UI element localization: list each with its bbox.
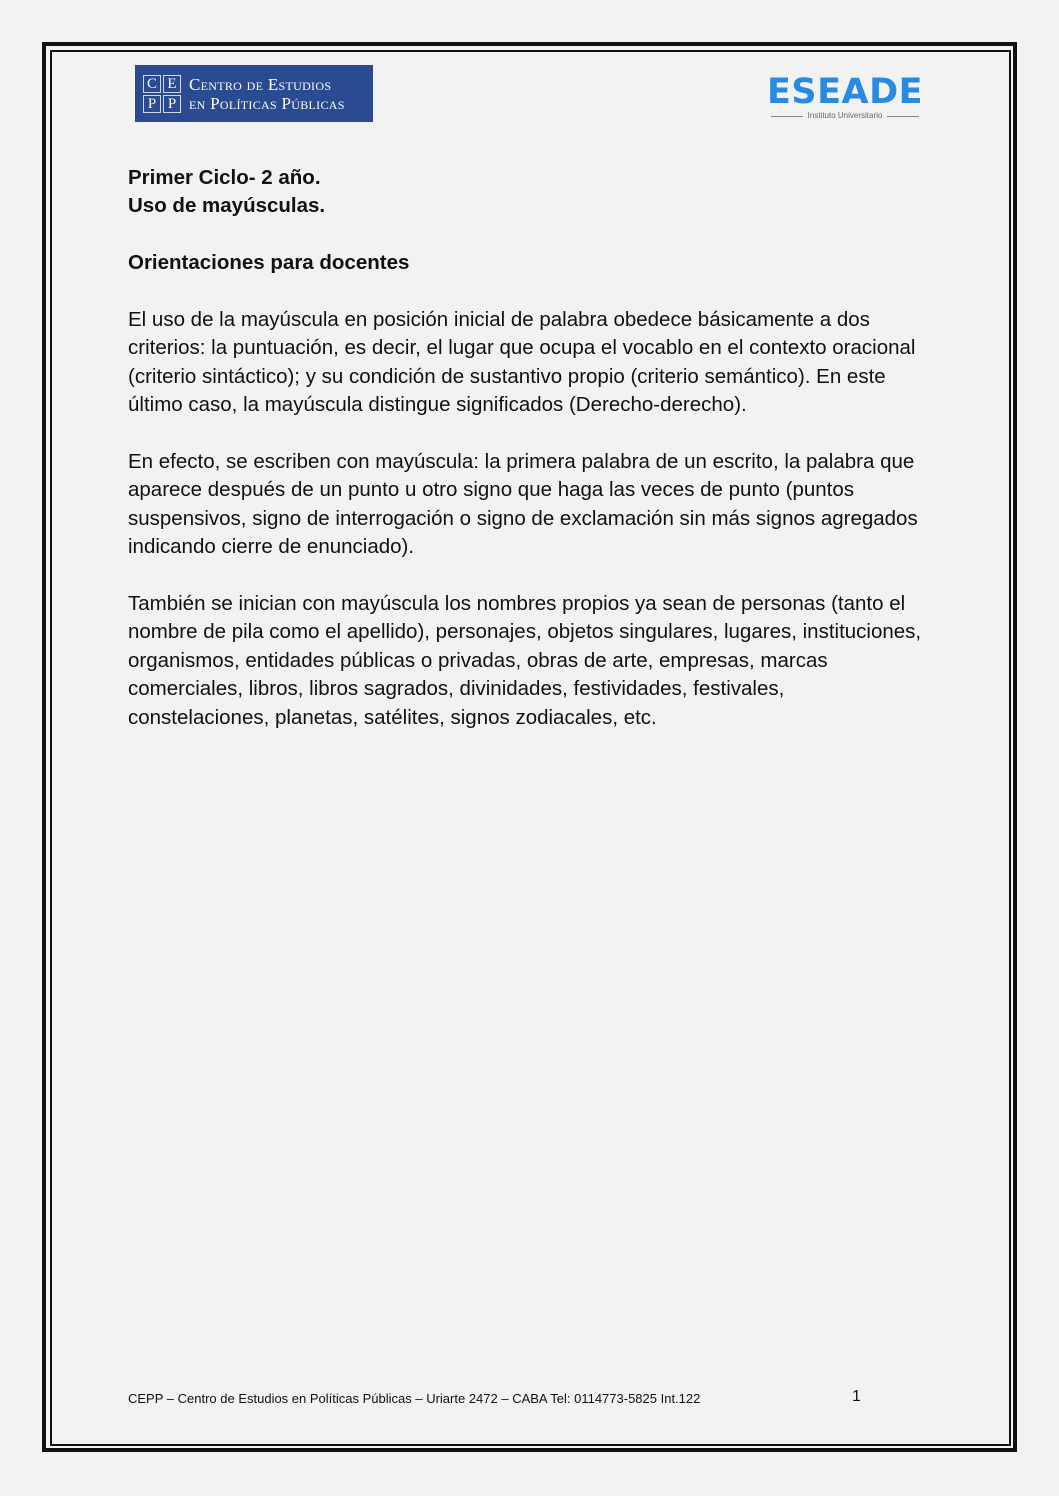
cepp-logo [135,65,373,122]
document-title-line2: Uso de mayúsculas. [128,194,326,218]
spacer [128,420,928,448]
cepp-logo-mark [143,75,181,113]
document-title-line1: Primer Ciclo- 2 año. [128,166,321,189]
cepp-logo-letter: E [163,75,181,93]
page-number: 1 [852,1388,861,1405]
eseade-logo [766,74,924,122]
eseade-logo-rule-left [771,116,803,117]
cepp-logo-name [189,75,345,113]
cepp-logo-line1: Centro de Estudios [189,74,332,94]
spacer [128,562,928,590]
paragraph: También se inician con mayúscula los nombres propios ya sean de personas (tanto el nombre de pila como el apellido), personajes, objetos singulares, lugares, instituciones, organismos, entidades públicas o privadas, obras de arte, empresas, marcas comerciales, libros, libros sagrados, divinidades, festividades, festivales, constelaciones, planetas, satélites, signos zodiacales, etc. [128,592,922,729]
eseade-logo-subtitle: Instituto Universitario [807,111,883,120]
cepp-logo-line2: en Políticas Públicas [189,93,345,113]
cepp-logo-letter: P [163,95,181,113]
spacer [128,278,928,306]
cepp-logo-letter: C [143,75,161,93]
eseade-logo-name: ESEADE [766,72,924,112]
paragraph: El uso de la mayúscula en posición inicial de palabra obedece básicamente a dos criterios: la puntuación, es decir, el lugar que ocupa el vocablo en el contexto oracional (criterio sintáctico); y su condición de sustantivo propio (criterio semántico). En este último caso, la mayúscula distingue significados (Derecho-derecho). [128,308,916,417]
paragraph: En efecto, se escriben con mayúscula: la primera palabra de un escrito, la palabra que aparece después de un punto u otro signo que haga las veces de punto (puntos suspensivos, signo de interrogación o signo de exclamación sin más signos agregados indicando cierre de enunciado). [128,450,918,559]
footer-address: CEPP – Centro de Estudios en Políticas Públicas – Uriarte 2472 – CABA Tel: 0114773-5825 Int.122 [128,1391,701,1406]
spacer [128,221,928,249]
cepp-logo-letter: P [143,95,161,113]
document-body [128,164,928,732]
eseade-logo-rule-right [887,116,919,117]
eseade-logo-subtitle-row [766,111,924,121]
section-heading: Orientaciones para docentes [128,251,410,275]
